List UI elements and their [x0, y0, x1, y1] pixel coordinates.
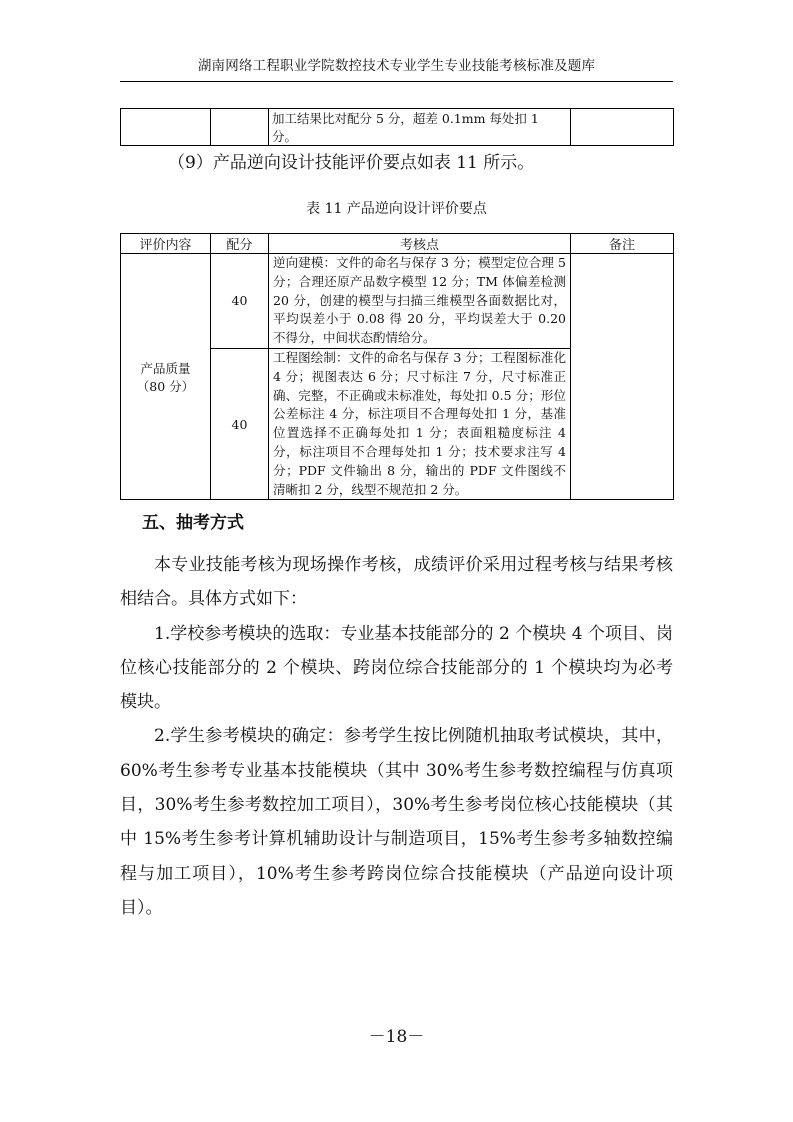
table-header-row [121, 234, 674, 254]
category-points: （80 分） [136, 378, 195, 394]
table-cell [211, 109, 269, 146]
criteria-cell: 工程图绘制：文件的命名与保存 3 分；工程图标准化 4 分；视图表达 6 分；尺寸标注 7 分，尺寸标准正确、完整，不正确或未标准处，每处扣 0.5 分；形位公差标注 4 分，标注项目不合理每处扣 1 分，基准位置选择不正确每处扣 1 分；表面粗糙度标注 4 分，标注项目不合理每处扣 1 分；技术要求注写 4 分；PDF 文件输出 8 分，输出的 PDF 文件图线不清晰扣 2 分，线型不规范扣 2 分。 [269, 348, 571, 499]
score-cell: 40 [211, 348, 269, 499]
criteria-cell: 逆向建模：文件的命名与保存 3 分；模型定位合理 5 分；合理还原产品数字模型 12 分；TM 体偏差检测 20 分，创建的模型与扫描三维模型各面数据比对，平均误差小于 0.08 得 20 分，平均误差大于 0.20 不得分，中间状态酌情给分。 [269, 254, 571, 349]
remarks-cell [571, 254, 674, 500]
column-header: 备注 [571, 234, 674, 254]
body-paragraph: 本专业技能考核为现场操作考核，成绩评价采用过程考核与结果考核相结合。具体方式如下： [120, 555, 673, 610]
continued-table [120, 108, 674, 146]
table-cell [571, 109, 674, 146]
section-heading: 五、抽考方式 [142, 513, 244, 533]
score-cell: 40 [211, 254, 269, 349]
column-header: 考核点 [269, 234, 571, 254]
section-body [120, 548, 673, 925]
intro-paragraph: （9）产品逆向设计技能评价要点如表 11 所示。 [168, 153, 535, 173]
table-row [121, 254, 674, 349]
column-header: 配分 [211, 234, 269, 254]
table-caption: 表 11 产品逆向设计评价要点 [306, 201, 487, 217]
body-paragraph: 1.学校参考模块的选取：专业基本技能部分的 2 个模块 4 个项目、岗位核心技能部分的 2 个模块、跨岗位综合技能部分的 1 个模块均为必考模块。 [120, 623, 673, 713]
body-paragraph: 2.学生参考模块的确定：参考学生按比例随机抽取考试模块，其中，60%考生参考专业基本技能模块（其中 30%考生参考数控编程与仿真项目，30%考生参考数控加工项目），30%考生参考岗位核心技能模块（其中 15%考生参考计算机辅助设计与制造项目，15%考生参考多轴数控编程与加工项目），10%考生参考跨岗位综合技能模块（产品逆向设计项目）。 [120, 726, 673, 918]
evaluation-table [120, 233, 674, 500]
category-label: 产品质量 [140, 360, 191, 376]
category-cell [121, 254, 211, 500]
running-header: 湖南网络工程职业学院数控技术专业学生专业技能考核标准及题库 [197, 58, 596, 74]
column-header: 评价内容 [121, 234, 211, 254]
header-rule [120, 81, 673, 82]
table-cell-text: 加工结果比对配分 5 分，超差 0.1mm 每处扣 1 分。 [269, 109, 571, 146]
table-row [121, 109, 674, 146]
table-cell [121, 109, 211, 146]
page-number: －18－ [368, 1027, 425, 1047]
